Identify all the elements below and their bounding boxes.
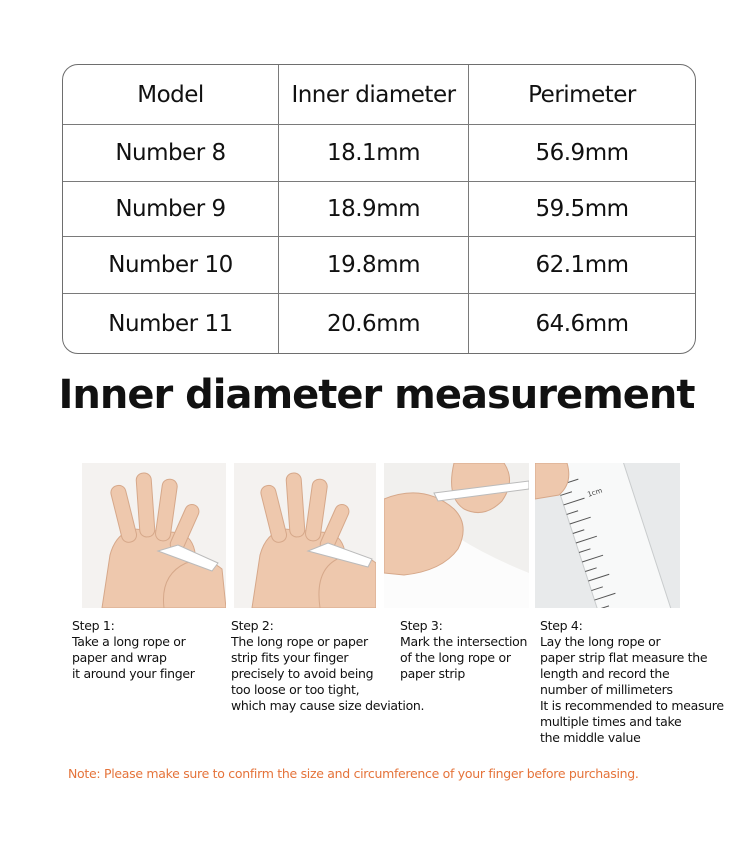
ruler-label: 1cm xyxy=(586,486,604,499)
step-1-title: Step 1: xyxy=(72,618,115,633)
step-3-text xyxy=(400,618,535,682)
header-model: Model xyxy=(63,65,279,125)
step-3-photo xyxy=(384,463,529,608)
step-2-body: The long rope or paper strip fits your finger precisely to avoid being too loose or too tight, which may cause size deviation. xyxy=(231,634,425,713)
table-cell-perimeter: 59.5mm xyxy=(469,182,695,237)
table-cell-diameter: 18.1mm xyxy=(279,125,469,182)
ruler-illustration xyxy=(535,463,680,608)
table-cell-diameter: 20.6mm xyxy=(279,294,469,353)
table-cell-perimeter: 64.6mm xyxy=(535,310,629,337)
step-3-body: Mark the intersection of the long rope or paper strip xyxy=(400,634,528,681)
table-cell-diameter: 18.9mm xyxy=(279,182,469,237)
step-1-photo xyxy=(82,463,226,608)
mark-intersection-illustration xyxy=(384,463,529,608)
step-2-photo xyxy=(234,463,376,608)
table-cell-diameter: 19.8mm xyxy=(279,237,469,294)
table-cell-model: Number 9 xyxy=(63,182,279,237)
step-4-body: Lay the long rope or paper strip flat measure the length and record the number of millimeters It is recommended to measure multiple times and take the middle value xyxy=(540,634,724,745)
table-cell-perimeter: 56.9mm xyxy=(469,125,695,182)
purchase-note: Note: Please make sure to confirm the size and circumference of your finger before purchasing. xyxy=(68,766,639,781)
hand-wrap-illustration xyxy=(82,463,226,608)
step-1-text xyxy=(72,618,222,682)
table-cell-model: Number 11 xyxy=(63,294,279,353)
step-1-body: Take a long rope or paper and wrap it around your finger xyxy=(72,634,195,681)
step-2-title: Step 2: xyxy=(231,618,274,633)
header-inner-diameter: Inner diameter xyxy=(279,65,469,125)
header-perimeter: Perimeter xyxy=(469,65,695,125)
table-cell-model: Number 10 xyxy=(63,237,279,294)
step-3-title: Step 3: xyxy=(400,618,443,633)
hand-fit-illustration xyxy=(234,463,376,608)
step-4-photo xyxy=(535,463,680,608)
size-table xyxy=(62,64,696,354)
table-cell-perimeter: 62.1mm xyxy=(469,237,695,294)
table-cell-model: Number 8 xyxy=(63,125,279,182)
step-4-text xyxy=(540,618,740,746)
page-title: Inner diameter measurement xyxy=(58,372,695,418)
step-4-title: Step 4: xyxy=(540,618,583,633)
